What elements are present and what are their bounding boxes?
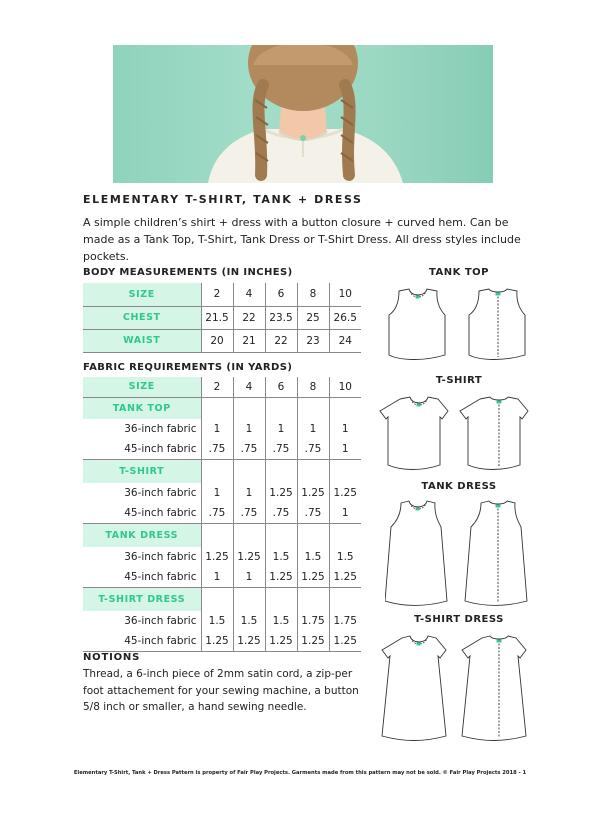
fabric-requirements-heading: FABRIC REQUIREMENTS (IN YARDS) <box>83 362 293 373</box>
cell: 1.75 <box>297 611 329 631</box>
cell: 1.5 <box>329 547 361 567</box>
cell: 1 <box>329 503 361 523</box>
size-label: SIZE <box>83 377 201 397</box>
table-row <box>83 397 361 419</box>
tank-top-title: TANK TOP <box>428 267 490 278</box>
cell: 26.5 <box>329 306 361 329</box>
cell: 1.25 <box>297 631 329 651</box>
cell: 1.25 <box>329 631 361 651</box>
chest-label: CHEST <box>83 306 201 329</box>
cell: 1.25 <box>297 483 329 503</box>
row-label: 45-inch fabric <box>83 503 201 523</box>
cell: 1.25 <box>329 483 361 503</box>
cell: 20 <box>201 329 233 352</box>
cell: 4 <box>233 283 265 306</box>
table-row <box>83 483 361 503</box>
hero-photo <box>113 45 493 183</box>
cell: 1.5 <box>201 611 233 631</box>
table-row <box>83 523 361 547</box>
row-label: 45-inch fabric <box>83 631 201 651</box>
cell: 1 <box>201 419 233 439</box>
row-label: 36-inch fabric <box>124 487 197 499</box>
table-row <box>83 459 361 483</box>
cell: .75 <box>265 503 297 523</box>
t-shirt-title: T-SHIRT <box>435 375 483 386</box>
cell: 1 <box>265 419 297 439</box>
cell: 2 <box>201 283 233 306</box>
page-title: ELEMENTARY T-SHIRT, TANK + DRESS <box>83 193 363 206</box>
fabric-requirements-table <box>83 377 361 652</box>
cell: 1.5 <box>265 611 297 631</box>
cell: 8 <box>297 377 329 397</box>
table-row <box>83 377 361 397</box>
notions-heading: NOTIONS <box>83 652 141 663</box>
cell: 2 <box>201 377 233 397</box>
cell: 1.25 <box>265 567 297 587</box>
cell: .75 <box>201 503 233 523</box>
table-row <box>83 306 361 329</box>
cell: 21.5 <box>201 306 233 329</box>
table-row <box>83 547 361 567</box>
cell: 1.25 <box>201 547 233 567</box>
cell: 1 <box>297 419 329 439</box>
cell: 23 <box>297 329 329 352</box>
tank-dress-illustration <box>385 497 535 609</box>
group-label-t-shirt: T-SHIRT <box>83 459 201 483</box>
cell: 10 <box>329 283 361 306</box>
body-measurements-table <box>83 283 361 353</box>
cell: .75 <box>233 439 265 459</box>
cell: 1.25 <box>233 547 265 567</box>
cell: 22 <box>265 329 297 352</box>
cell: 23.5 <box>265 306 297 329</box>
cell: 21 <box>233 329 265 352</box>
tank-top-illustration <box>385 285 535 365</box>
t-shirt-illustration <box>378 393 538 473</box>
cell: 1 <box>329 419 361 439</box>
cell: 22 <box>233 306 265 329</box>
cell: 1 <box>233 567 265 587</box>
cell: 1.25 <box>233 631 265 651</box>
row-label: 36-inch fabric <box>124 551 197 563</box>
cell: 1.5 <box>265 547 297 567</box>
cell: 10 <box>329 377 361 397</box>
cell: .75 <box>201 439 233 459</box>
row-label: 36-inch fabric <box>124 615 197 627</box>
row-label: 36-inch fabric <box>124 423 197 435</box>
row-label: 45-inch fabric <box>83 439 201 459</box>
cell: .75 <box>233 503 265 523</box>
cell: 1.25 <box>265 631 297 651</box>
size-label: SIZE <box>83 283 201 306</box>
cell: 1.25 <box>265 483 297 503</box>
group-label-tank-dress: TANK DRESS <box>83 523 201 547</box>
table-row <box>83 439 361 459</box>
table-row <box>83 503 361 523</box>
footer-copyright: Elementary T-Shirt, Tank + Dress Pattern is property of Fair Play Projects. Garments made from this pattern may not be sold. © Fair Play Projects 2018 - 1 <box>73 770 527 776</box>
cell: 1 <box>201 567 233 587</box>
cell: 1 <box>329 439 361 459</box>
cell: 6 <box>265 283 297 306</box>
cell: 1.25 <box>297 567 329 587</box>
group-label-tank-top: TANK TOP <box>83 397 201 419</box>
cell: 1.5 <box>233 611 265 631</box>
table-row <box>83 329 361 352</box>
body-measurements-heading: BODY MEASUREMENTS (IN INCHES) <box>83 267 293 278</box>
tank-dress-title: TANK DRESS <box>421 481 497 492</box>
cell: 1.75 <box>329 611 361 631</box>
intro-text: A simple children’s shirt + dress with a button closure + curved hem. Can be made as a Tank Top, T-Shirt, Tank Dress or T-Shirt Dress. All dress styles include pockets. <box>83 216 521 263</box>
t-shirt-dress-title: T-SHIRT DRESS <box>414 614 504 625</box>
cell: 1.25 <box>201 631 233 651</box>
table-row <box>83 631 361 651</box>
row-label: 45-inch fabric <box>83 567 201 587</box>
notions-text: Thread, a 6-inch piece of 2mm satin cord, a zip-per foot attachement for your sewing machine, a button 5/8 inch or smaller, a hand sewing needle. <box>83 668 359 713</box>
cell: 1 <box>233 419 265 439</box>
table-row <box>83 567 361 587</box>
cell: 4 <box>233 377 265 397</box>
t-shirt-dress-illustration <box>378 632 538 744</box>
cell: .75 <box>297 503 329 523</box>
cell: 8 <box>297 283 329 306</box>
table-row <box>83 587 361 611</box>
waist-label: WAIST <box>83 329 201 352</box>
cell: 25 <box>297 306 329 329</box>
group-label-t-shirt-dress: T-SHIRT DRESS <box>83 587 201 611</box>
cell: 1.25 <box>329 567 361 587</box>
cell: .75 <box>265 439 297 459</box>
table-row <box>83 283 361 306</box>
cell: 6 <box>265 377 297 397</box>
cell: 1.5 <box>297 547 329 567</box>
cell: .75 <box>297 439 329 459</box>
cell: 24 <box>329 329 361 352</box>
table-row <box>83 419 361 439</box>
table-row <box>83 611 361 631</box>
cell: 1 <box>233 483 265 503</box>
cell: 1 <box>201 483 233 503</box>
